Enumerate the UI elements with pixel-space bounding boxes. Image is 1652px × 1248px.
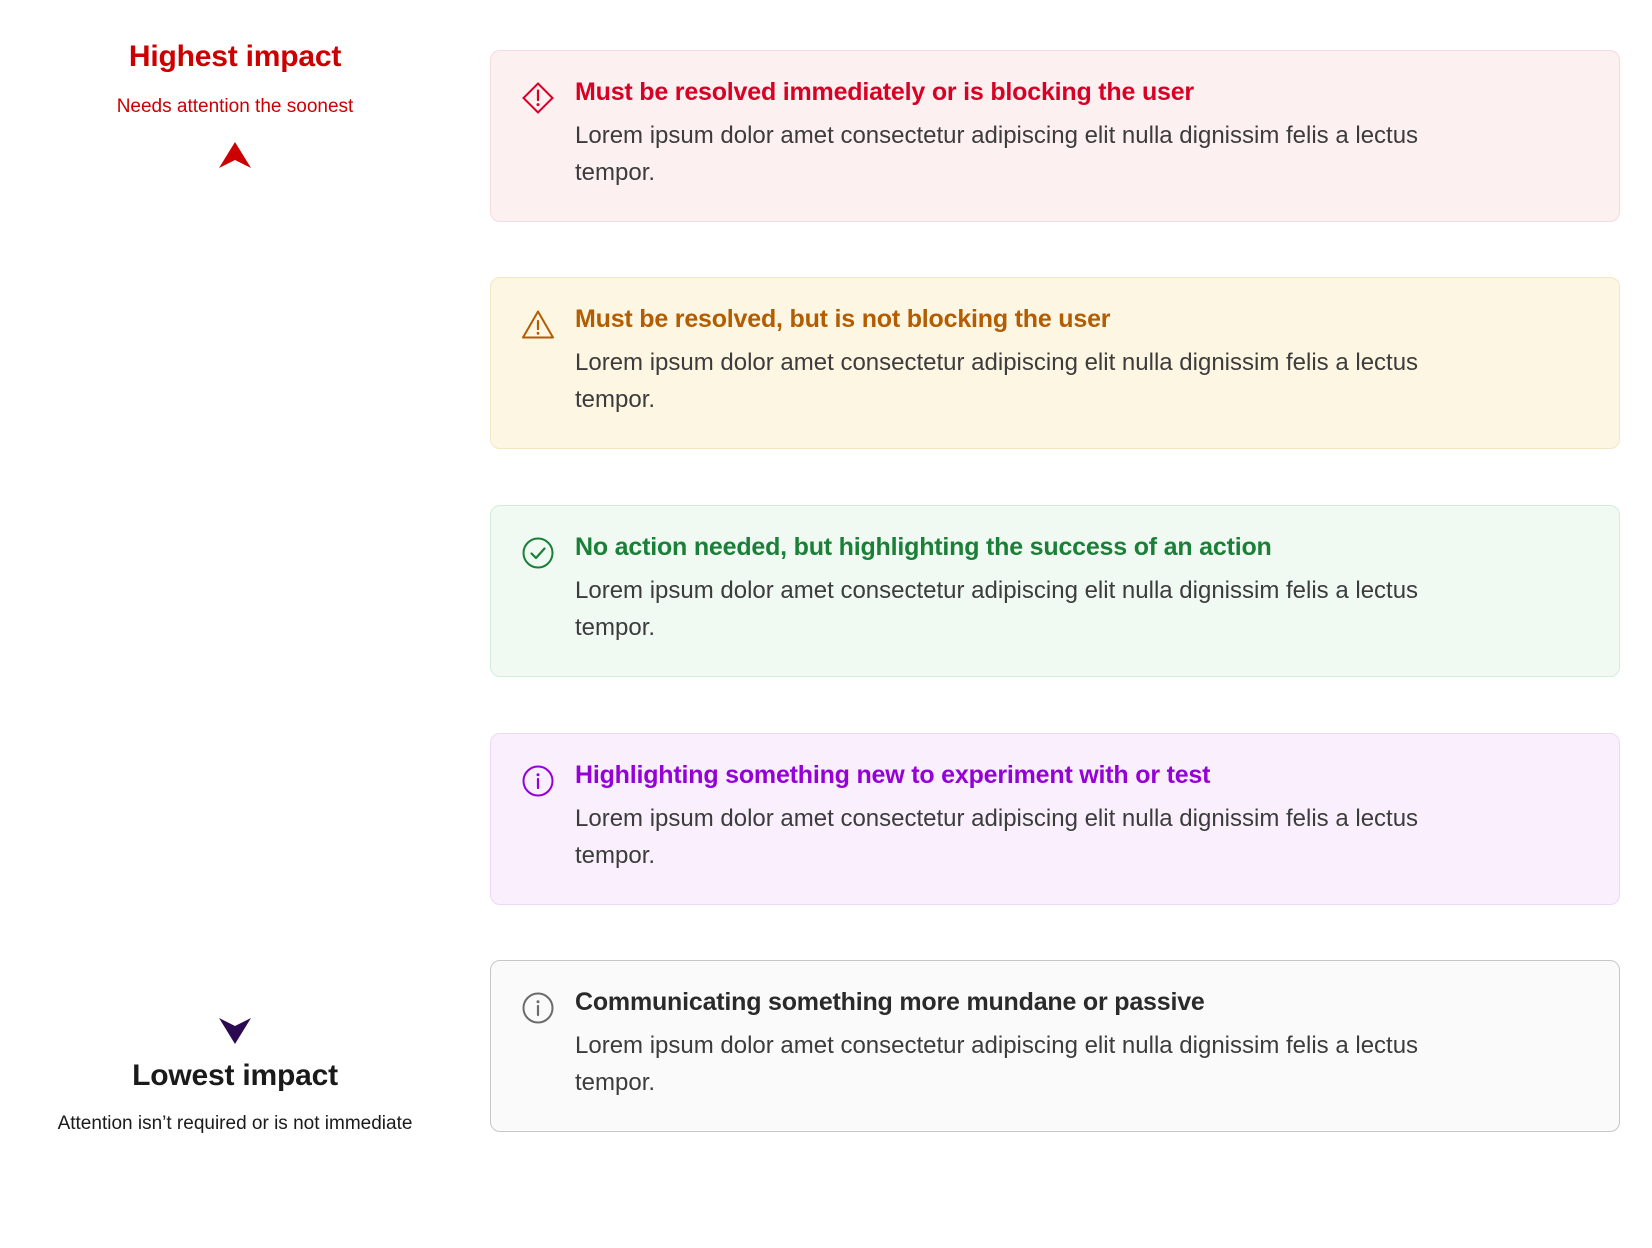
info-circle-icon: [521, 764, 555, 798]
callout-body: [575, 760, 1589, 874]
callout-title: Communicating something more mundane or passive: [575, 988, 1205, 1016]
impact-gradient-arrow: [175, 138, 295, 1048]
callout-title: Must be resolved immediately or is blocking the user: [575, 78, 1194, 106]
callout-title: Must be resolved, but is not blocking the user: [575, 305, 1111, 333]
callout-description: Lorem ipsum dolor amet consectetur adipiscing elit nulla dignissim felis a lectus tempor.: [575, 349, 1419, 414]
callout-success: [490, 505, 1620, 677]
callout-list: [490, 0, 1630, 1248]
double-arrow-icon: [175, 138, 295, 1048]
callout-title: No action needed, but highlighting the success of an action: [575, 533, 1272, 561]
highest-impact-label: Highest impact: [128, 40, 342, 73]
callout-body: [575, 304, 1589, 418]
callout-body: [575, 987, 1589, 1101]
callout-warning: [490, 277, 1620, 449]
impact-scale-column: [0, 0, 470, 1248]
success-check-icon: [521, 536, 555, 570]
callout-title: Highlighting something new to experiment with or test: [575, 761, 1211, 789]
callout-body: [575, 532, 1589, 646]
callout-error: [490, 50, 1620, 222]
callout-neutral: [490, 960, 1620, 1132]
callout-body: [575, 77, 1589, 191]
callout-description: Lorem ipsum dolor amet consectetur adipiscing elit nulla dignissim felis a lectus tempor.: [575, 577, 1419, 642]
info-circle-icon: [521, 991, 555, 1025]
lowest-impact-sublabel: Attention isn’t required or is not immediate: [57, 1113, 413, 1134]
highest-impact-sublabel: Needs attention the soonest: [116, 96, 354, 117]
lowest-impact-label: Lowest impact: [132, 1059, 338, 1092]
callout-description: Lorem ipsum dolor amet consectetur adipiscing elit nulla dignissim felis a lectus tempor.: [575, 122, 1419, 187]
error-diamond-icon: [521, 81, 555, 115]
callout-description: Lorem ipsum dolor amet consectetur adipiscing elit nulla dignissim felis a lectus tempor.: [575, 805, 1419, 870]
callout-description: Lorem ipsum dolor amet consectetur adipiscing elit nulla dignissim felis a lectus tempor.: [575, 1032, 1419, 1097]
callout-info-new: [490, 733, 1620, 905]
warning-triangle-icon: [521, 308, 555, 342]
